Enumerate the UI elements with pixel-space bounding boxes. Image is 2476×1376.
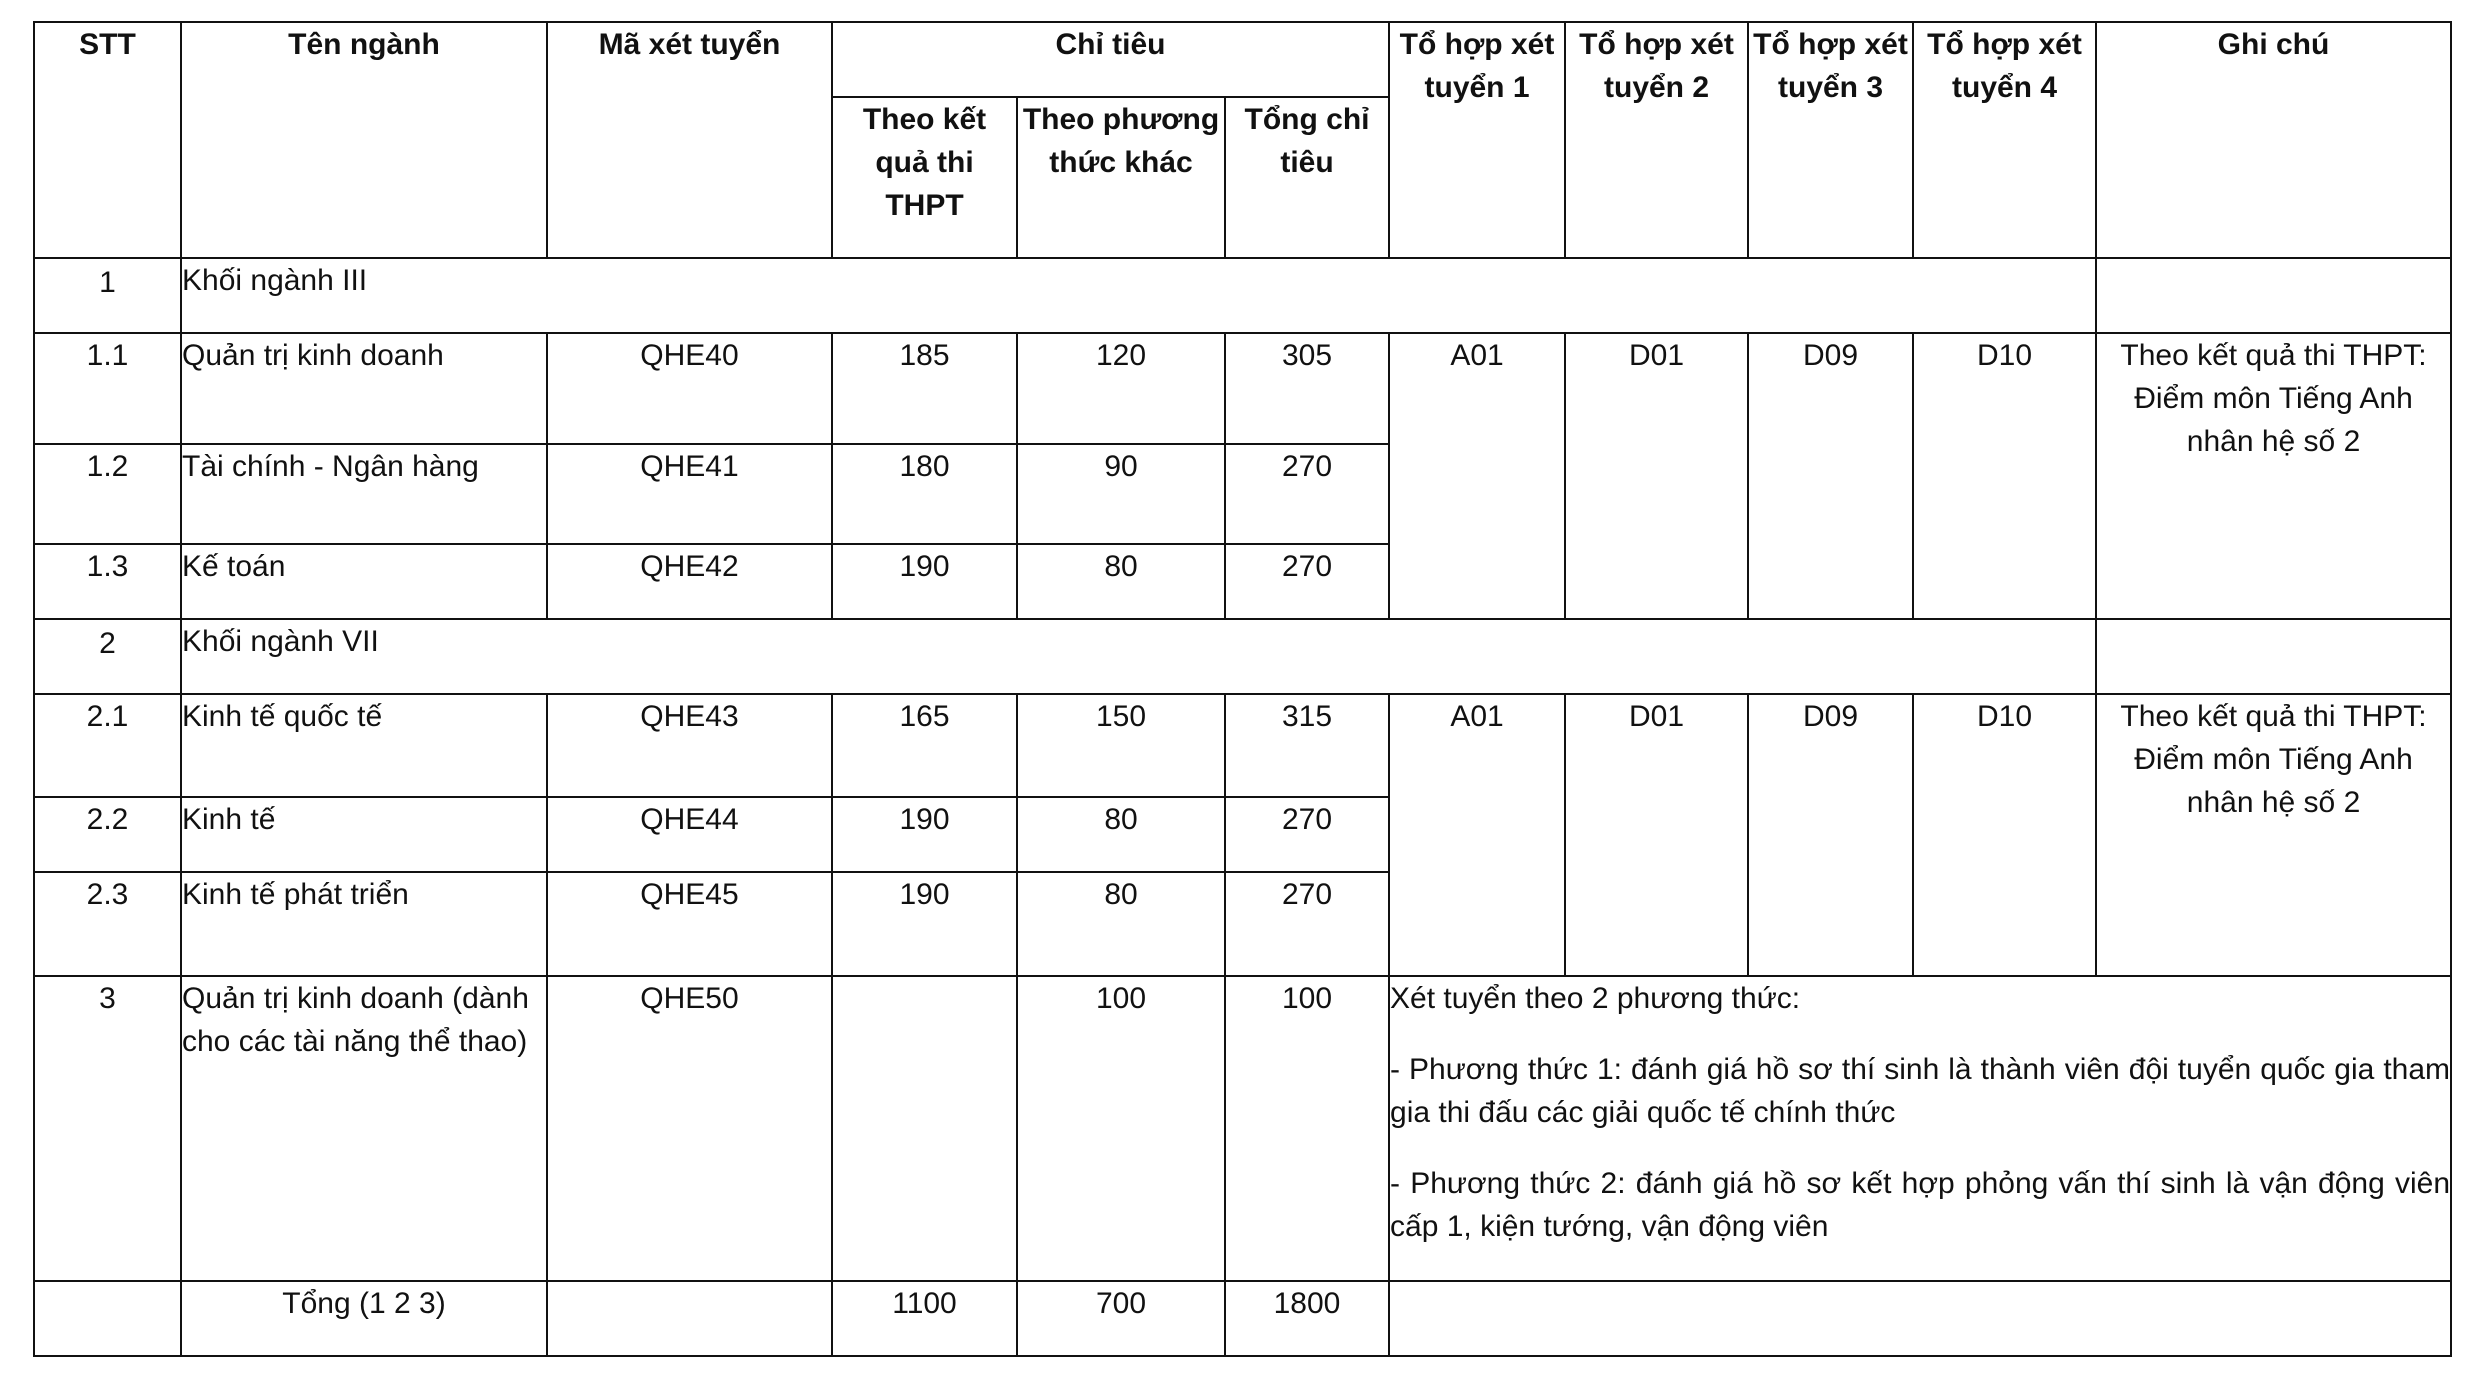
row-tong: 315 — [1225, 694, 1389, 797]
row-name: Kinh tế quốc tế — [181, 694, 547, 797]
row-thpt: 190 — [832, 797, 1017, 872]
header-tong-chi-tieu: Tổng chỉ tiêu — [1225, 97, 1389, 258]
combo-1: A01 — [1389, 694, 1565, 976]
row-khac: 100 — [1017, 976, 1225, 1281]
row-code: QHE43 — [547, 694, 832, 797]
row-thpt — [832, 976, 1017, 1281]
row-tong: 270 — [1225, 797, 1389, 872]
row-stt: 2.3 — [34, 872, 181, 976]
group-note-empty — [2096, 258, 2451, 333]
group-row — [34, 619, 2451, 694]
row-tong: 270 — [1225, 444, 1389, 544]
row-name: Quản trị kinh doanh — [181, 333, 547, 444]
total-note-empty — [1389, 1281, 2451, 1356]
row-khac: 90 — [1017, 444, 1225, 544]
header-to-hop-1: Tổ hợp xét tuyển 1 — [1389, 22, 1565, 258]
header-ghi-chu: Ghi chú — [2096, 22, 2451, 258]
row-note: Theo kết quả thi THPT: Điểm môn Tiếng Anh nhân hệ số 2 — [2096, 333, 2451, 619]
admissions-quota-table — [33, 21, 2452, 1357]
header-row-top — [34, 22, 2451, 97]
row-khac: 150 — [1017, 694, 1225, 797]
row-name: Quản trị kinh doanh (dành cho các tài năng thể thao) — [181, 976, 547, 1281]
row-tong: 305 — [1225, 333, 1389, 444]
row-thpt: 185 — [832, 333, 1017, 444]
header-ten-nganh: Tên ngành — [181, 22, 547, 258]
group-row — [34, 258, 2451, 333]
row-tong: 270 — [1225, 544, 1389, 619]
header-theo-thpt: Theo kết quả thi THPT — [832, 97, 1017, 258]
methods-intro: Xét tuyển theo 2 phương thức: — [1390, 982, 1801, 1015]
row-code: QHE50 — [547, 976, 832, 1281]
header-stt: STT — [34, 22, 181, 258]
row-code: QHE40 — [547, 333, 832, 444]
combo-3: D09 — [1748, 694, 1913, 976]
row-stt: 2.2 — [34, 797, 181, 872]
row-thpt: 180 — [832, 444, 1017, 544]
row-khac: 120 — [1017, 333, 1225, 444]
row-code: QHE44 — [547, 797, 832, 872]
row-thpt: 190 — [832, 872, 1017, 976]
method-1: - Phương thức 1: đánh giá hồ sơ thí sinh là thành viên đội tuyển quốc gia tham gia thi đấu các giải quốc tế chính thức — [1390, 1053, 2451, 1129]
row-code: QHE42 — [547, 544, 832, 619]
row-stt: 3 — [34, 976, 181, 1281]
row-khac: 80 — [1017, 872, 1225, 976]
table-row-special — [34, 976, 2451, 1281]
group-stt: 2 — [34, 619, 181, 694]
row-name: Kinh tế phát triển — [181, 872, 547, 976]
total-code-empty — [547, 1281, 832, 1356]
total-khac: 700 — [1017, 1281, 1225, 1356]
row-stt: 1.2 — [34, 444, 181, 544]
row-name: Kinh tế — [181, 797, 547, 872]
row-code: QHE45 — [547, 872, 832, 976]
row-khac: 80 — [1017, 544, 1225, 619]
row-code: QHE41 — [547, 444, 832, 544]
total-row — [34, 1281, 2451, 1356]
row-stt: 2.1 — [34, 694, 181, 797]
combo-3: D09 — [1748, 333, 1913, 619]
row-name: Kế toán — [181, 544, 547, 619]
row-note: Theo kết quả thi THPT: Điểm môn Tiếng Anh nhân hệ số 2 — [2096, 694, 2451, 976]
combo-2: D01 — [1565, 333, 1748, 619]
combo-4: D10 — [1913, 333, 2096, 619]
combo-2: D01 — [1565, 694, 1748, 976]
header-ma-xet-tuyen: Mã xét tuyển — [547, 22, 832, 258]
group-stt: 1 — [34, 258, 181, 333]
header-to-hop-2: Tổ hợp xét tuyển 2 — [1565, 22, 1748, 258]
combo-1: A01 — [1389, 333, 1565, 619]
total-tong: 1800 — [1225, 1281, 1389, 1356]
header-chi-tieu: Chỉ tiêu — [832, 22, 1389, 97]
group-label: Khối ngành VII — [181, 619, 2096, 694]
method-2: - Phương thức 2: đánh giá hồ sơ kết hợp phỏng vấn thí sinh là vận động viên cấp 1, kiện tướng, vận động viên — [1390, 1167, 2451, 1243]
row-tong: 270 — [1225, 872, 1389, 976]
group-note-empty — [2096, 619, 2451, 694]
header-to-hop-3: Tổ hợp xét tuyển 3 — [1748, 22, 1913, 258]
row-khac: 80 — [1017, 797, 1225, 872]
row-tong: 100 — [1225, 976, 1389, 1281]
row-name: Tài chính - Ngân hàng — [181, 444, 547, 544]
row-thpt: 165 — [832, 694, 1017, 797]
row-thpt: 190 — [832, 544, 1017, 619]
total-label: Tổng (1 2 3) — [181, 1281, 547, 1356]
total-thpt: 1100 — [832, 1281, 1017, 1356]
header-to-hop-4: Tổ hợp xét tuyển 4 — [1913, 22, 2096, 258]
header-theo-khac: Theo phương thức khác — [1017, 97, 1225, 258]
table-row — [34, 333, 2451, 444]
total-stt-empty — [34, 1281, 181, 1356]
table-row — [34, 694, 2451, 797]
combo-4: D10 — [1913, 694, 2096, 976]
row-stt: 1.1 — [34, 333, 181, 444]
row-stt: 1.3 — [34, 544, 181, 619]
admission-methods-note — [1389, 976, 2451, 1281]
group-label: Khối ngành III — [181, 258, 2096, 333]
